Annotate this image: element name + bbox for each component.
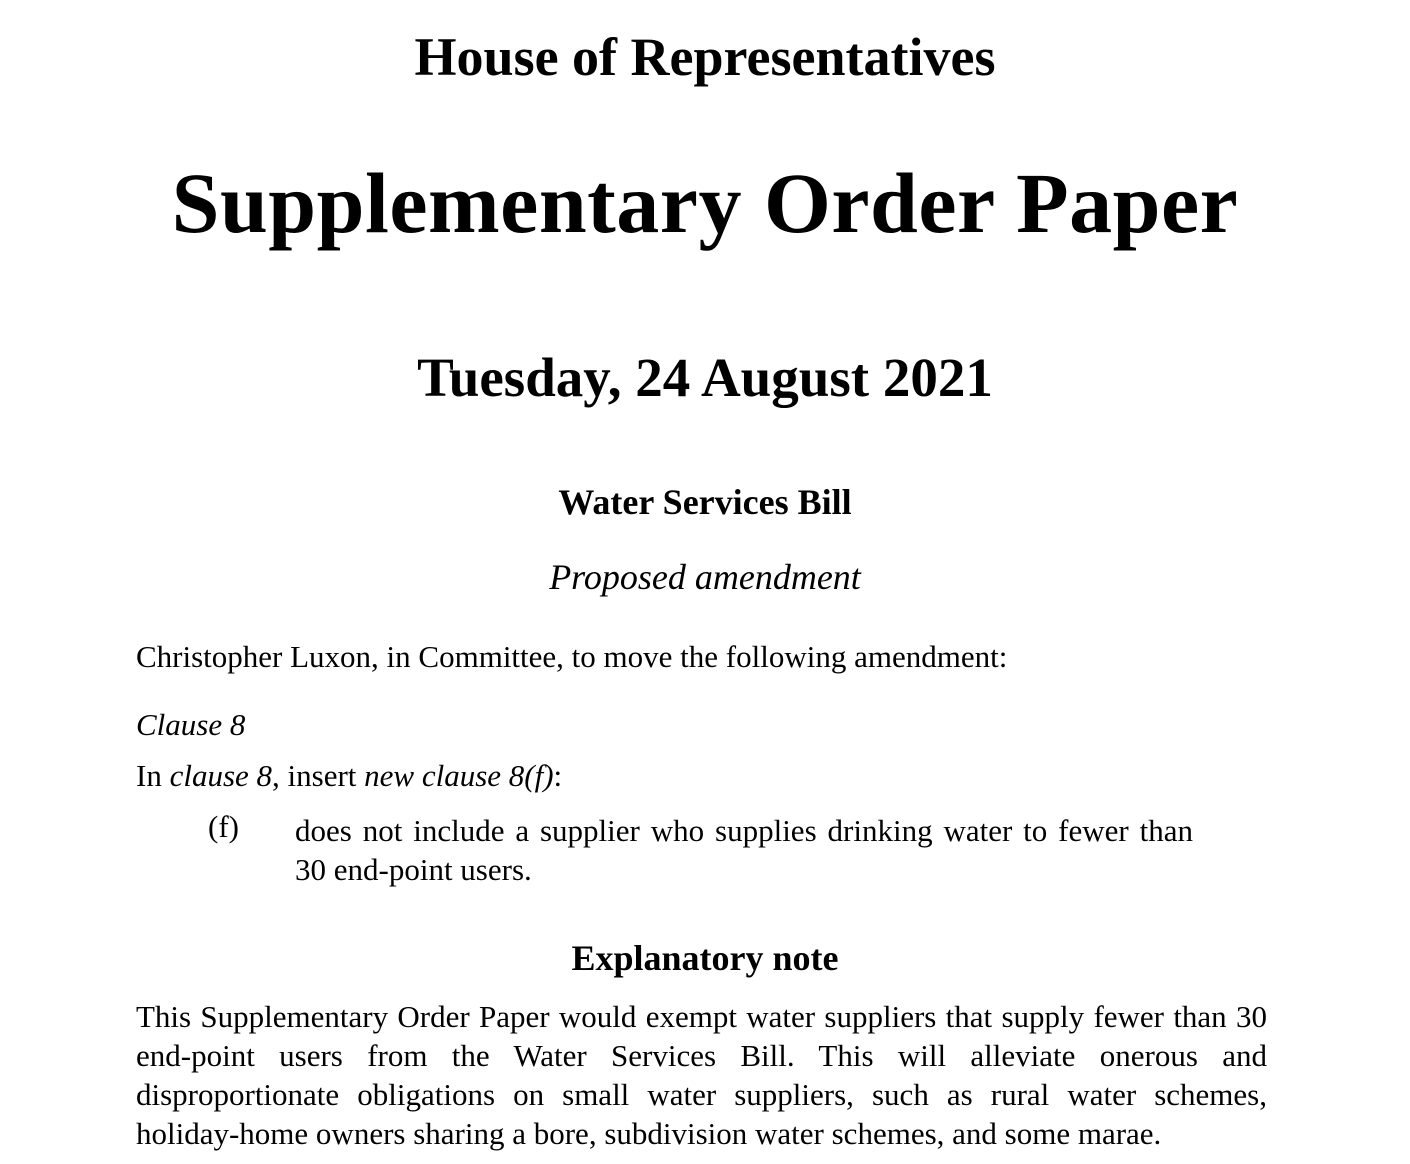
document-title: Supplementary Order Paper bbox=[171, 155, 1239, 251]
instruction-new-clause-ref: new clause 8(f) bbox=[364, 758, 554, 793]
instruction-clause-ref: clause 8 bbox=[169, 758, 273, 793]
instruction-prefix: In bbox=[136, 758, 170, 793]
paragraph-text: does not include a supplier who supplies drinking water to fewer than 30 end-point users. bbox=[295, 813, 1193, 887]
amendment-heading: Proposed amendment bbox=[549, 557, 861, 597]
bill-name: Water Services Bill bbox=[558, 482, 852, 522]
house-heading: House of Representatives bbox=[414, 27, 996, 87]
explanatory-note-heading: Explanatory note bbox=[571, 938, 839, 978]
mover-line: Christopher Luxon, in Committee, to move the following amendment: bbox=[136, 639, 1008, 674]
clause-heading: Clause 8 bbox=[136, 707, 246, 742]
explanatory-note-text: This Supplementary Order Paper would exempt water suppliers that supply fewer than 30 end-point users from the Water Services Bill. This will alleviate onerous and disproportionate obligations on small water suppliers, such as rural water schemes, holiday-home owners sharing a bore, subdivision water schemes, and some marae. bbox=[136, 999, 1267, 1151]
instruction-suffix: : bbox=[553, 758, 563, 793]
paragraph-label: (f) bbox=[208, 809, 239, 844]
instruction-middle: , insert bbox=[272, 758, 365, 793]
amendment-instruction bbox=[136, 760, 562, 791]
document-date: Tuesday, 24 August 2021 bbox=[417, 347, 993, 408]
